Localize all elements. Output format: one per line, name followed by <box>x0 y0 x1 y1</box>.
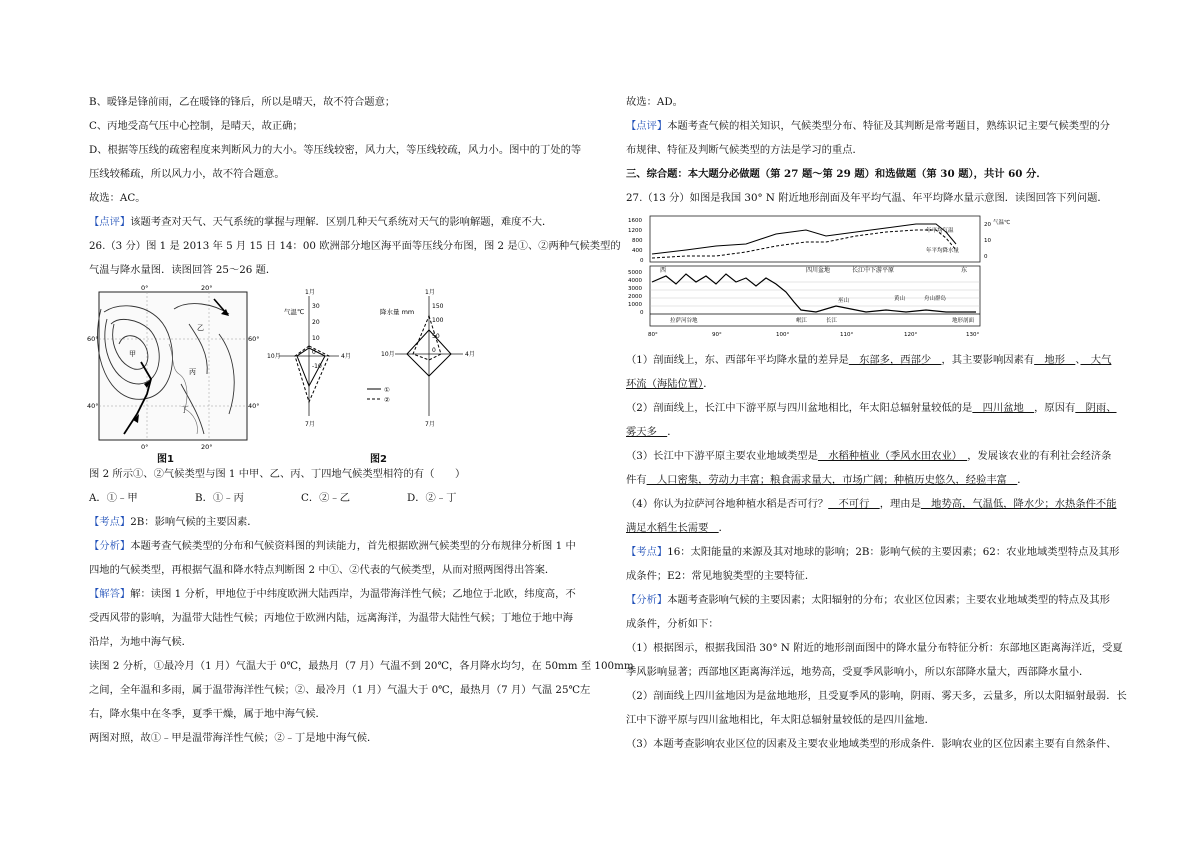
answer-blank: 四川盆地 <box>972 402 1035 414</box>
text-line: （3）本题考查影响农业区位的因素及主要农业地域类型的形成条件．影响农业的区位因素主要有自然条件、 <box>626 738 1117 750</box>
map-lon-label: 0° <box>141 284 149 292</box>
left-axis-tick: 1600 <box>628 218 642 224</box>
lon-tick: 80° <box>648 332 658 338</box>
climate-radar-figure <box>267 286 477 446</box>
left-column <box>87 90 634 750</box>
legend-annual-precip: 年平均降水量 <box>926 248 960 254</box>
precip-tick: 0 <box>432 347 436 354</box>
sub-q-text: 件有 <box>626 474 647 486</box>
precip-tick: 50 <box>432 333 440 340</box>
legend-item-1: ① <box>384 386 390 394</box>
option-b: B．①﹣丙 <box>195 492 244 504</box>
sub-question-2-cont <box>626 420 1128 444</box>
legend-annual-temp: 年平均气温 <box>926 228 954 234</box>
place-label-east: 东 <box>961 267 968 274</box>
month-label: 4月 <box>341 353 351 360</box>
comment-text: 本题考查气候的相关知识，气候类型分布、特征及其判断是常考题目，熟练识记主要气候类型的分 <box>667 120 1110 132</box>
text-line: B、暖锋是锋前雨，乙在暖锋的锋后，所以是晴天，故不符合题意； <box>89 96 396 108</box>
text-line: 四地的气候类型，再根据气温和降水特点判断图 2 中①、②代表的气候类型，从而对照两图得出答案． <box>89 564 556 576</box>
kaodian-tag: 【考点】 <box>89 516 131 528</box>
lon-tick: 100° <box>776 332 790 338</box>
text-line: 两图对照，故①﹣甲是温带海洋性气候；②﹣丁是地中海气候． <box>89 732 378 744</box>
text-line: C、丙地受高气压中心控制，是晴天，故正确； <box>89 120 303 132</box>
month-label: 10月 <box>267 353 281 360</box>
left-axis-tick: 1200 <box>628 228 642 234</box>
fenxi-tag: 【分析】 <box>626 594 668 606</box>
legend-item-2: ② <box>384 396 390 404</box>
comment-25 <box>89 210 589 234</box>
temp-tick: 30 <box>312 303 320 310</box>
place-label-yangtze-plain: 长江中下游平原 <box>852 267 895 274</box>
month-label: 1月 <box>305 289 315 296</box>
text-line: 沿岸，为地中海气候． <box>89 636 192 648</box>
fenxi <box>626 588 1128 612</box>
question-26-line-1: 26.（3 分）图 1 是 2013 年 5 月 15 日 14：00 欧洲部分地区海平面等压线分布图，图 2 是①、②两种气候类型的 <box>89 240 621 252</box>
comment-tag: 【点评】 <box>89 216 131 228</box>
sub-q-text: ，原因有 <box>1034 402 1076 414</box>
elev-tick: 5000 <box>628 270 642 276</box>
sub-q-text: ． <box>718 522 729 534</box>
sub-question-3 <box>626 444 1128 468</box>
sub-q-text: 、 <box>1075 354 1081 366</box>
right-column <box>626 90 1128 756</box>
map-lat-label: 40° <box>87 402 99 410</box>
map-letter-bing: 丙 <box>189 368 196 376</box>
sub-question-3-cont <box>626 468 1128 492</box>
text-line: 成条件，分析如下： <box>626 618 719 630</box>
question-27-stem: 27.（13 分）如图是我国 30° N 附近地形剖面及年平均气温、年平均降水量示意图．读图回答下列问题． <box>626 192 1108 204</box>
lon-tick: 90° <box>712 332 722 338</box>
precip-axis-title: 降水量 mm <box>380 308 415 316</box>
map-letter-jia: 甲 <box>129 350 136 358</box>
fenxi-text: 本题考查影响气候的主要因素；太阳辐射的分布；农业区位因素；主要农业地域类型的特点及其形 <box>667 594 1110 606</box>
sub-q-text: （3）长江中下游平原主要农业地域类型是 <box>626 450 818 462</box>
bottom-label-minjiang: 岷江 <box>796 318 808 324</box>
answer-blank: 不可行 <box>828 498 880 510</box>
kaodian <box>626 540 1128 564</box>
question-26-stem: 图 2 所示①、②气候类型与图 1 中甲、乙、丙、丁四地气候类型相符的有（ ） <box>89 468 466 480</box>
option-a: A．①﹣甲 <box>89 492 138 504</box>
comment-tag: 【点评】 <box>626 120 668 132</box>
month-label: 1月 <box>425 289 435 296</box>
section-heading: 三、综合题：本大题分必做题（第 27 题～第 29 题）和选做题（第 30 题），共计 60 分． <box>626 168 1047 180</box>
question-26-line-2: 气温与降水量图．读图回答 25～26 题． <box>89 264 277 276</box>
mountain-label: 黄山 <box>894 296 906 302</box>
figure-2-caption: 图2 <box>370 454 387 465</box>
temp-tick: 20 <box>312 319 320 326</box>
comment-text: 该题考查对天气、天气系统的掌握与理解．区别几种天气系统对天气的影响解题，难度不大． <box>130 216 553 228</box>
text-line: 压线较稀疏，所以风力小，故不符合题意。 <box>89 168 285 180</box>
kaodian-text: 16：太阳能量的来源及其对地球的影响；2B：影响气候的主要因素；62：农业地域类型特点及其形 <box>667 546 1120 558</box>
answer-blank: 雾天多 <box>626 426 668 438</box>
right-axis-unit: 气温℃ <box>993 220 1011 226</box>
month-label: 10月 <box>381 351 395 358</box>
temp-tick: -10 <box>312 363 322 370</box>
sub-q-text: ． <box>1017 474 1028 486</box>
text-line: 布规律、特征及判断气候类型的方法是学习的重点． <box>626 144 863 156</box>
elev-tick: 0 <box>640 310 644 316</box>
temp-tick: 10 <box>312 335 320 342</box>
text-line: 成条件；E2：常见地貌类型的主要特征． <box>626 570 816 582</box>
text-line: 右，降水集中在冬季，夏季干燥，属于地中海气候． <box>89 708 326 720</box>
place-label-west: 西 <box>660 267 667 274</box>
right-axis-tick: 10 <box>984 238 991 244</box>
text-line: 之间，全年温和多雨，属于温带海洋性气候；②、最冷月（1 月）气温大于 0℃，最热月（7 月）气温 25℃左 <box>89 684 591 696</box>
elev-tick: 1000 <box>628 302 642 308</box>
figure-block <box>87 282 589 465</box>
text-line: 江中下游平原与四川盆地相比，年太阳总辐射量较低的是四川盆地． <box>626 714 935 726</box>
sub-q-text: ，其主要影响因素有 <box>941 354 1035 366</box>
text-line: 读图 2 分析，①最冷月（1 月）气温大于 0℃，最热月（7 月）气温不到 20℃，各月降水均匀，在 50mm 至 100mm <box>89 660 634 672</box>
sub-question-4 <box>626 492 1128 516</box>
sub-question-1 <box>626 348 1128 372</box>
text-line: 受西风带的影响，为温带大陆性气候；丙地位于欧洲内陆，远离海洋，为温带大陆性气候；丁地位于地中海 <box>89 612 573 624</box>
left-axis-tick: 0 <box>640 258 644 264</box>
precip-tick: 150 <box>432 303 444 310</box>
map-lat-label: 60° <box>87 335 99 343</box>
temp-tick: 0 <box>312 349 316 356</box>
answer-blank: 地势高，气温低，降水少；水热条件不能 <box>920 498 1117 510</box>
elev-tick: 3000 <box>628 286 642 292</box>
left-axis-tick: 800 <box>632 238 643 244</box>
precip-tick: 100 <box>432 317 444 324</box>
lon-tick: 130° <box>966 332 980 338</box>
text-line: 季风影响显著；西部地区距离海洋远，地势高，受夏季风影响小，所以东部降水量大，西部降水量小． <box>626 666 1090 678</box>
month-label: 7月 <box>305 421 315 428</box>
sub-q-text: ． <box>667 426 678 438</box>
fenxi-text: 本题考查气候类型的分布和气候资料图的判读能力，首先根据欧洲气候类型的分布规律分析图 1 中 <box>130 540 576 552</box>
comment-26 <box>626 114 1128 138</box>
terrain-profile-figure <box>626 212 1011 344</box>
sub-q-text: （4）你认为拉萨河谷地种植水稻是否可行？ <box>626 498 829 510</box>
sub-q-text: ，理由是 <box>879 498 921 510</box>
map-lat-label: 40° <box>248 402 260 410</box>
map-letter-yi: 乙 <box>197 324 204 332</box>
right-axis-tick: 0 <box>984 254 988 260</box>
answer-blank: 东部多，西部少 <box>848 354 942 366</box>
fenxi <box>89 534 589 558</box>
mountain-label: 舟山群岛 <box>924 296 947 302</box>
bottom-label-profile: 地形剖面 <box>952 318 975 324</box>
map-lon-label: 20° <box>201 443 213 451</box>
text-line: （2）剖面线上四川盆地因为是盆地地形，且受夏季风的影响，阴雨、雾天多，云量多，所以太阳辐射最弱．长 <box>626 690 1127 702</box>
option-c: C．②﹣乙 <box>301 492 351 504</box>
right-axis-tick: 20 <box>984 222 991 228</box>
map-letter-ding: 丁 <box>181 406 188 414</box>
answer-blank: 大气 <box>1080 354 1112 366</box>
kaodian-text: 2B：影响气候的主要因素． <box>130 516 258 528</box>
option-d: D．②﹣丁 <box>407 492 457 504</box>
month-label: 7月 <box>425 421 435 428</box>
lon-tick: 120° <box>904 332 918 338</box>
text-line: 故选：AC。 <box>89 192 146 204</box>
answer-blank: 满足水稻生长需要 <box>626 522 719 534</box>
answer-blank: 地形 <box>1034 354 1076 366</box>
bottom-label-yangtze: 长江 <box>826 318 838 324</box>
elev-tick: 2000 <box>628 294 642 300</box>
month-label: 4月 <box>465 351 475 358</box>
lon-tick: 110° <box>840 332 854 338</box>
sub-question-4-cont <box>626 516 1128 540</box>
map-lat-label: 60° <box>248 335 260 343</box>
sub-q-text: ． <box>703 378 714 390</box>
jieda-text: 解：读图 1 分析，甲地位于中纬度欧洲大陆西岸，为温带海洋性气候；乙地位于北欧，纬度高，不 <box>130 588 576 600</box>
figure-1-caption: 图1 <box>157 454 174 465</box>
place-label-sichuan: 四川盆地 <box>806 267 831 274</box>
jieda-tag: 【解答】 <box>89 588 131 600</box>
sub-q-text: （2）剖面线上，长江中下游平原与四川盆地相比，年太阳总辐射量较低的是 <box>626 402 973 414</box>
sub-question-1-cont <box>626 372 1128 396</box>
answer-blank: 阴雨、 <box>1075 402 1117 414</box>
isobar-map-figure <box>89 284 259 450</box>
elev-tick: 4000 <box>628 278 642 284</box>
answer-options <box>89 486 589 510</box>
text-line: （1）根据图示，根据我国沿 30° N 附近的地形剖面图中的降水量分布特征分析：东部地区距离海洋近，受夏 <box>626 642 1123 654</box>
bottom-label-lhasa: 拉萨河谷地 <box>670 318 698 324</box>
temp-axis-title: 气温℃ <box>284 308 305 316</box>
mountain-label: 巫山 <box>838 298 850 304</box>
fenxi-tag: 【分析】 <box>89 540 131 552</box>
text-line: D、根据等压线的疏密程度来判断风力的大小。等压线较密，风力大，等压线较疏，风力小。图中的丁处的等 <box>89 144 582 156</box>
left-axis-tick: 400 <box>632 248 643 254</box>
jieda <box>89 582 589 606</box>
kaodian <box>89 510 589 534</box>
answer-blank: 水稻种植业（季风水田农业） <box>817 450 968 462</box>
sub-question-2 <box>626 396 1128 420</box>
sub-q-text: （1）剖面线上，东、西部年平均降水量的差异是 <box>626 354 849 366</box>
answer-line: 故选：AD。 <box>626 96 683 108</box>
answer-blank: 人口密集，劳动力丰富；粮食需求量大，市场广阔；种植历史悠久，经验丰富 <box>646 474 1018 486</box>
map-lon-label: 0° <box>141 443 149 451</box>
answer-blank: 环流（海陆位置） <box>626 378 704 390</box>
kaodian-tag: 【考点】 <box>626 546 668 558</box>
map-lon-label: 20° <box>201 284 213 292</box>
sub-q-text: ，发展该农业的有利社会经济条 <box>967 450 1112 462</box>
